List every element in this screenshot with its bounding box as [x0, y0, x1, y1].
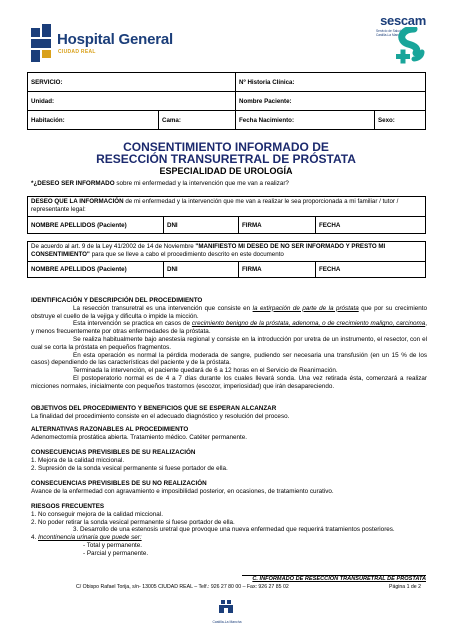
hospital-name: Hospital General [57, 31, 174, 48]
paciente-field[interactable]: Nombre Paciente: [236, 92, 426, 111]
castilla-la-mancha-logo [207, 598, 247, 624]
footer-address: C/ Obispo Rafael Torija, s/n- 13005 CIUDAD REAL – Telf.: 926 27 80 00 – Fax: 926 27 85 02 [76, 584, 289, 590]
family-info-text: de mi enfermedad y la intervención que me van a realizar le sea proporcionada a mi familiar / tutor / representante legal: [31, 198, 399, 213]
sub-list-item: - Total y permanente. [83, 541, 143, 549]
section-heading: OBJETIVOS DEL PROCEDIMIENTO Y BENEFICIOS QUE SE ESPERAN ALCANZAR [31, 405, 277, 412]
hospital-general-logo [31, 23, 174, 65]
sescam-logo [366, 13, 426, 69]
paragraph: La resección transuretral es una intervención que consiste en la extirpación de parte de la próstata que por su crecimiento obstruye el cuello de la vejiga y dificulta o impide la micción. [31, 304, 427, 320]
unidad-field[interactable]: Unidad: [28, 92, 236, 111]
paragraph: La finalidad del procedimiento consiste en el adecuado diagnóstico y resolución del proceso. [31, 412, 290, 420]
sexo-field[interactable]: Sexo: [375, 111, 426, 130]
list-item: 2. Supresión de la sonda vesical permanente si fuese portador de ella. [31, 464, 228, 472]
list-item: 2. No poder retirar la sonda vesical permanente si fuese portador de ella. [31, 518, 235, 526]
section-heading: IDENTIFICACIÓN Y DESCRIPCIÓN DEL PROCEDIMIENTO [31, 297, 203, 304]
no-info-col-name[interactable]: NOMBRE APELLIDOS (Paciente) [28, 262, 164, 278]
paragraph: El postoperatorio normal es de 4 a 7 días durante los cuales llevará sonda. Una vez retirada ésta, comenzará a realizar micciones normales, inicialmente con pequeños trastornos (escozor, imperiosidad) que irán desapareciendo. [31, 374, 427, 390]
paragraph: Esta intervención se practica en casos de crecimiento benigno de la próstata, adenoma, o de crecimiento maligno, carcinoma, y menos frecuentemente por otras enfermedades de la próstata. [31, 320, 427, 336]
paragraph: Terminada la intervención, el paciente quedará de 6 a 12 horas en el Servicio de Reanimación. [73, 367, 338, 375]
no-info-col-dni[interactable]: DNI [164, 262, 239, 278]
no-info-col-firma[interactable]: FIRMA [239, 262, 316, 278]
page-number: Página 1 de 2 [389, 584, 422, 590]
section-heading: CONSECUENCIAS PREVISIBLES DE SU NO REALIZACIÓN [31, 480, 207, 487]
info-question [31, 180, 289, 187]
hospital-city: CIUDAD REAL [58, 49, 96, 55]
no-realization-section [31, 480, 427, 496]
list-item: 4. Incontinencia urinaria que puede ser: [31, 534, 142, 542]
historia-field[interactable]: Nº Historia Clínica: [236, 73, 426, 92]
family-info-bold: DESEO QUE LA INFORMACIÓN [31, 198, 124, 205]
family-signature-table [27, 216, 426, 234]
castilla-la-mancha-icon [207, 598, 247, 616]
patient-data-table [27, 72, 426, 130]
footer-document-title: C. INFORMADO DE RESECCIÓN TRANSURETRAL DE PRÓSTATA [242, 575, 426, 582]
objectives-section [31, 405, 427, 421]
procedure-section [31, 297, 427, 391]
sescam-subtitle: Servicio de Salud de Castilla-La Mancha [376, 29, 406, 37]
list-item: 3. Desarrollo de una estenosis uretral que provoque una nueva enfermedad que requerirá tratamientos posteriores. [73, 526, 395, 534]
list-item: 1. Mejora de la calidad miccional. [31, 456, 125, 464]
paragraph: Avance de la enfermedad con agravamiento e imposibilidad posterior, en ocasiones, de tratamiento curativo. [31, 487, 334, 495]
habitacion-field[interactable]: Habitación: [28, 111, 159, 130]
no-info-col-fecha[interactable]: FECHA [316, 262, 426, 278]
family-col-fecha[interactable]: FECHA [316, 217, 426, 234]
fecha-nacimiento-field[interactable]: Fecha Nacimiento: [236, 111, 375, 130]
no-info-text: para que se lleve a cabo el procedimiento descrito en este documento [89, 251, 284, 258]
list-item: 1. No conseguir mejora de la calidad miccional. [31, 510, 163, 518]
castilla-la-mancha-label: Castilla-La Mancha [212, 620, 242, 624]
paragraph: En esta operación es normal la pérdida moderada de sangre, pudiendo ser necesaria una transfusión (en un 15 % de los casos) dependiendo de las características del paciente y de la próstata. [31, 351, 427, 367]
no-info-pre: De acuerdo al art. 9 de la Ley 41/2002 de 14 de Noviembre [31, 243, 196, 250]
risks-section [31, 503, 427, 558]
consequences-section [31, 449, 427, 472]
no-info-signature-table [27, 261, 426, 278]
no-info-bold: "MANIFIESTO MI DESEO DE NO SER INFORMADO Y PRESTO MI CONSENTIMIENTO" [31, 243, 386, 258]
section-heading: CONSECUENCIAS PREVISIBLES DE SU REALIZACIÓN [31, 449, 196, 456]
specialty-title: ESPECIALIDAD DE UROLOGÍA [159, 166, 293, 176]
sescam-cross-icon [392, 27, 426, 69]
servicio-field[interactable]: SERVICIO: [28, 73, 236, 92]
hospital-cross-icon [31, 24, 55, 64]
alternatives-section [31, 426, 427, 442]
section-heading: RIESGOS FRECUENTES [31, 503, 105, 510]
family-info-box [27, 196, 426, 217]
document-title-line1: CONSENTIMIENTO INFORMADO DE [123, 140, 329, 154]
sescam-name: sescam [380, 13, 426, 28]
no-info-box [27, 241, 426, 262]
info-question-bold: *¿DESEO SER INFORMADO [31, 180, 115, 187]
paragraph: Adenomectomía prostática abierta. Tratamiento médico. Catéter permanente. [31, 433, 247, 441]
section-heading: ALTERNATIVAS RAZONABLES AL PROCEDIMIENTO [31, 426, 189, 433]
info-question-text: sobre mi enfermedad y la intervención que me van a realizar? [114, 180, 289, 187]
document-title-line2: RESECCIÓN TRANSURETRAL DE PRÓSTATA [96, 152, 356, 166]
family-col-firma[interactable]: FIRMA [239, 217, 316, 234]
paragraph: Se realiza habitualmente bajo anestesia regional y consiste en la introducción por uretra de un instrumento, el resector, con el cual se corta la próstata en pequeños fragmentos. [31, 335, 427, 351]
family-col-dni[interactable]: DNI [164, 217, 239, 234]
sub-list-item: - Parcial y permanente. [83, 549, 149, 557]
cama-field[interactable]: Cama: [159, 111, 236, 130]
family-col-name[interactable]: NOMBRE APELLIDOS (Paciente) [28, 217, 164, 234]
